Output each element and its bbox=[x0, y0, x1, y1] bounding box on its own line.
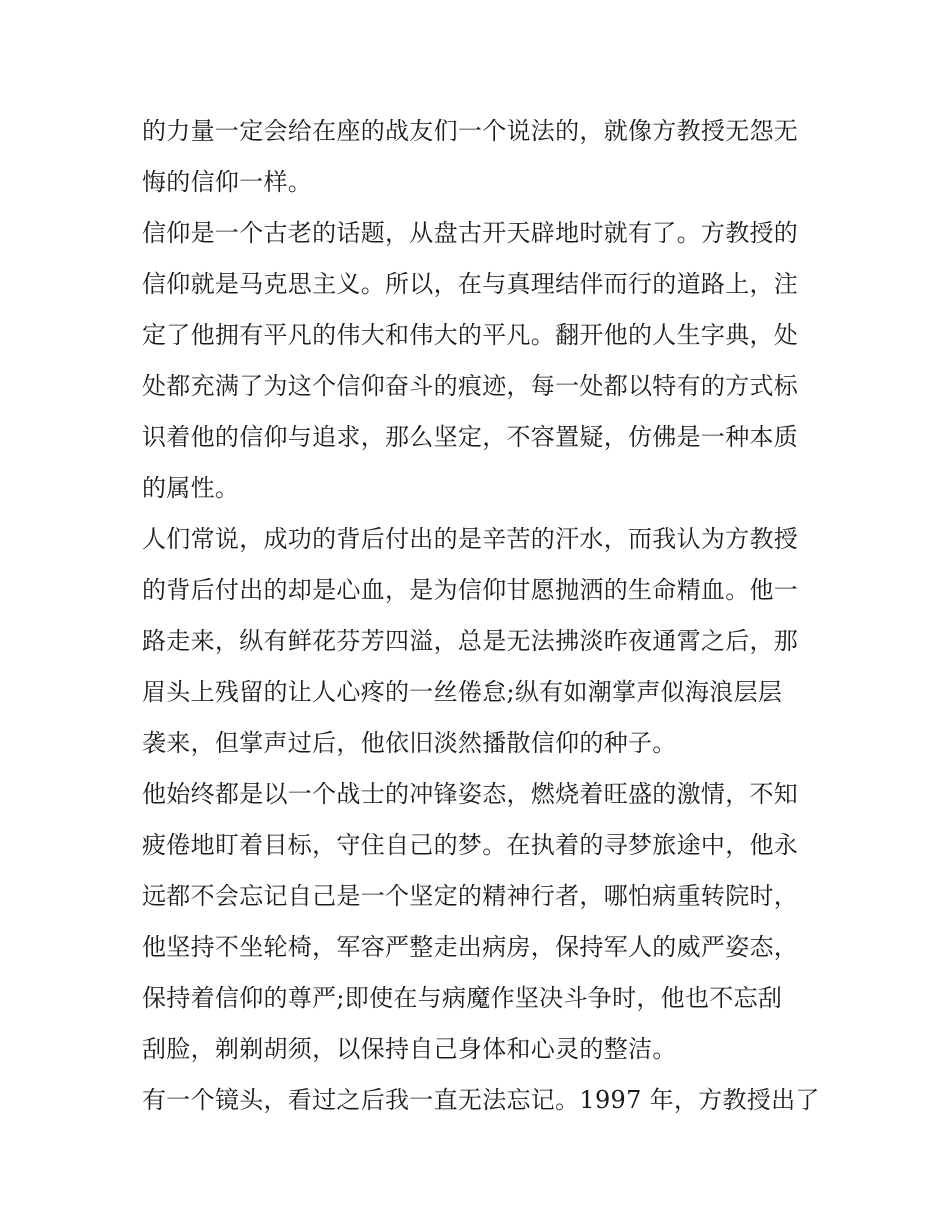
text-line: 路走来，纵有鲜花芬芳四溢，总是无法拂淡昨夜通霄之后，那 bbox=[142, 627, 799, 655]
text-line: 处都充满了为这个信仰奋斗的痕迹，每一处都以特有的方式标 bbox=[142, 372, 799, 400]
text-line: 他始终都是以一个战士的冲锋姿态，燃烧着旺盛的激情，不知 bbox=[142, 780, 799, 808]
text-line: 眉头上残留的让人心疼的一丝倦怠;纵有如潮掌声似海浪层层 bbox=[142, 678, 783, 706]
text-line: 定了他拥有平凡的伟大和伟大的平凡。翻开他的人生字典，处 bbox=[142, 321, 799, 349]
text-line: 他坚持不坐轮椅，军容严整走出病房，保持军人的威严姿态， bbox=[142, 933, 799, 961]
text-line: 的背后付出的却是心血，是为信仰甘愿抛洒的生命精血。他一 bbox=[142, 576, 799, 604]
text-line: 疲倦地盯着目标，守住自己的梦。在执着的寻梦旅途中，他永 bbox=[142, 831, 799, 859]
text-line: 刮脸，剃剃胡须，以保持自己身体和心灵的整洁。 bbox=[142, 1035, 677, 1063]
text-line: 有一个镜头，看过之后我一直无法忘记。1997 年，方教授出了 bbox=[142, 1086, 820, 1114]
text-line: 识着他的信仰与追求，那么坚定，不容置疑，仿佛是一种本质 bbox=[142, 423, 799, 451]
text-line: 悔的信仰一样。 bbox=[142, 168, 313, 196]
text-line: 的属性。 bbox=[142, 474, 240, 502]
text-line: 信仰是一个古老的话题，从盘古开天辟地时就有了。方教授的 bbox=[142, 219, 799, 247]
text-line: 信仰就是马克思主义。所以，在与真理结伴而行的道路上，注 bbox=[142, 270, 799, 298]
body-text bbox=[142, 106, 820, 1126]
text-line: 远都不会忘记自己是一个坚定的精神行者，哪怕病重转院时， bbox=[142, 882, 799, 910]
text-line: 的力量一定会给在座的战友们一个说法的，就像方教授无怨无 bbox=[142, 117, 799, 145]
text-line: 人们常说，成功的背后付出的是辛苦的汗水，而我认为方教授 bbox=[142, 525, 799, 553]
text-line: 保持着信仰的尊严;即使在与病魔作坚决斗争时，他也不忘刮 bbox=[142, 984, 783, 1012]
text-line: 袭来，但掌声过后，他依旧淡然播散信仰的种子。 bbox=[142, 729, 677, 757]
